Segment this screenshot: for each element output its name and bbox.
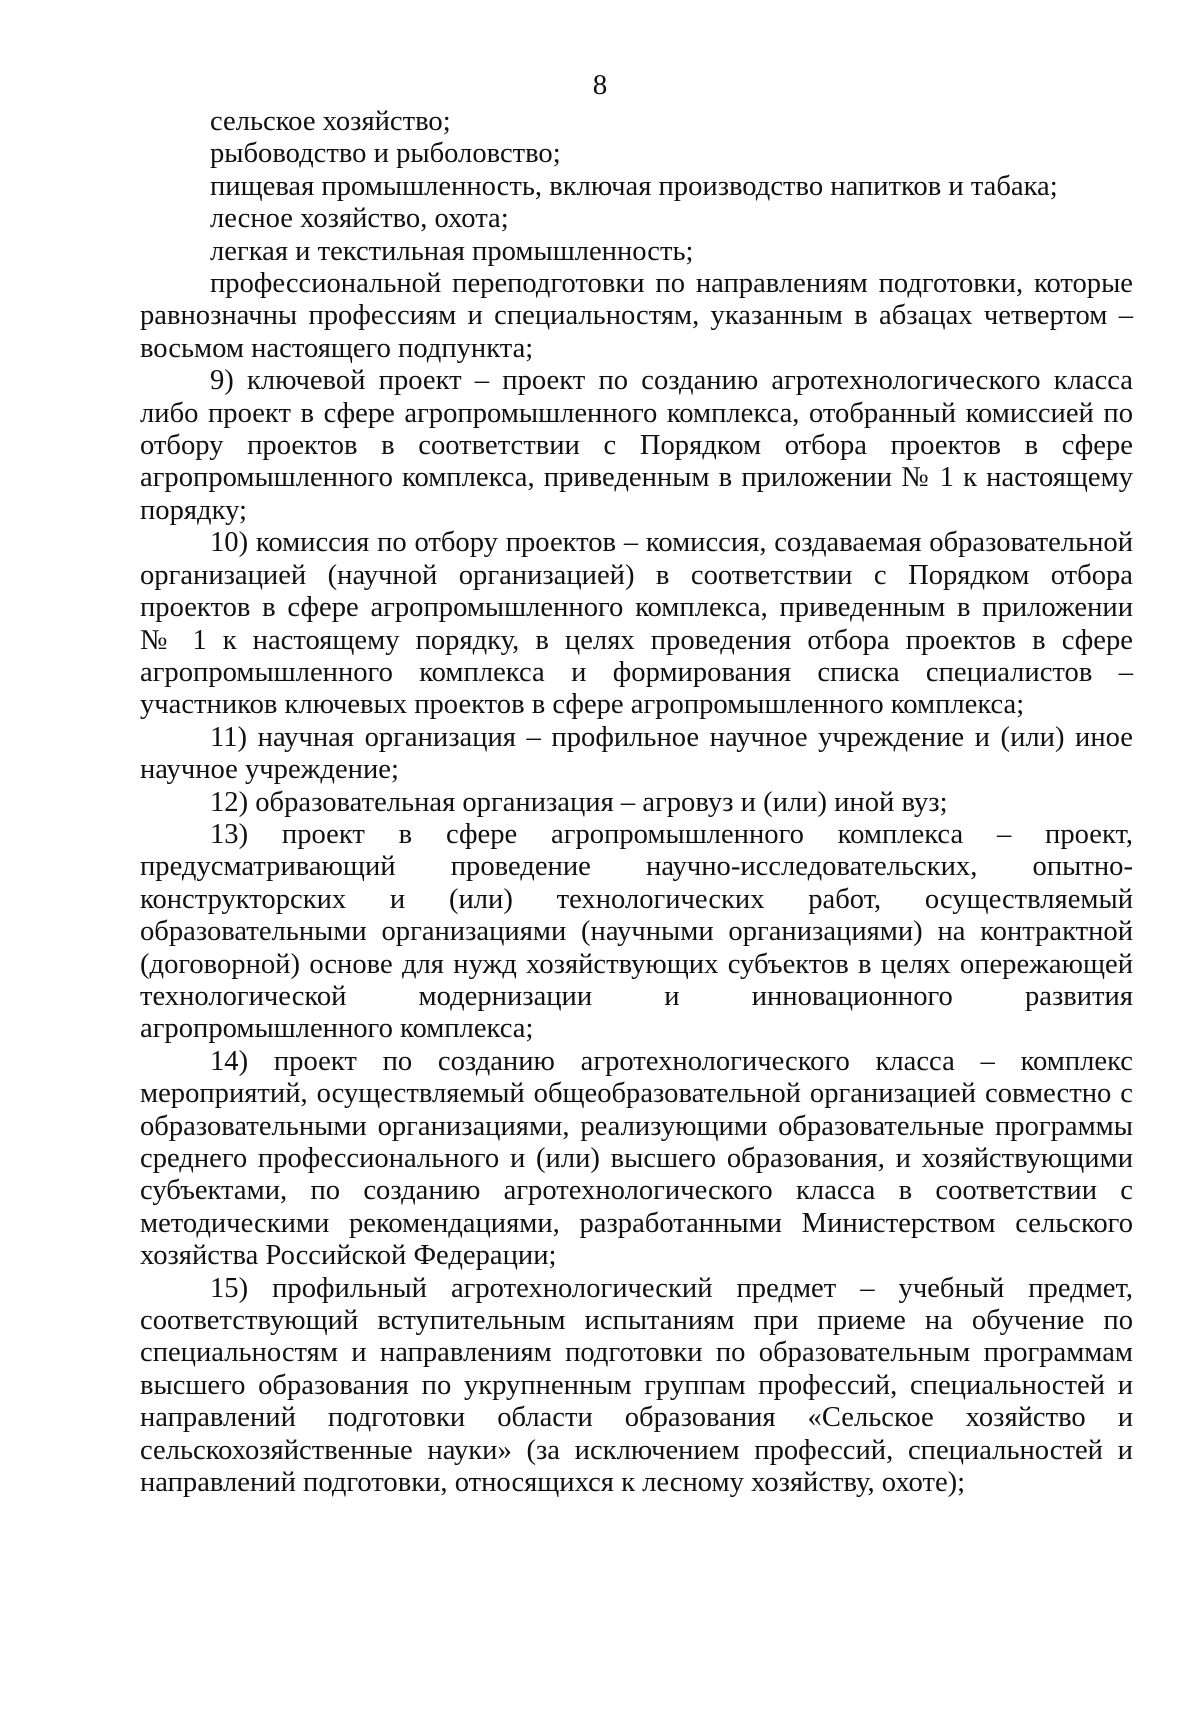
paragraph-forestry: лесное хозяйство, охота; xyxy=(210,203,509,235)
paragraph-item-10: 10) комиссия по отбору проектов – комиссия, создаваемая образовательной организацией (научной организацией) в соответствии с Порядком отбора проектов в сфере агропромышленного комплекса, приведенным в приложении № 1 к настоящему порядку, в целях проведения отбора проектов в сфере агропромышленного комплекса и формирования списка специалистов – участников ключевых проектов в сфере агропромышленного комплекса; xyxy=(140,527,1133,721)
paragraph-agriculture: сельское хозяйство; xyxy=(210,106,451,137)
paragraph-item-12: 12) образовательная организация – агровуз и (или) иной вуз; xyxy=(210,786,948,818)
page-number: 8 xyxy=(592,69,608,101)
document-body xyxy=(140,106,1133,1499)
paragraph-item-15: 15) профильный агротехнологический предмет – учебный предмет, соответствующий вступительным испытаниям при приеме на обучение по специальностям и направлениям подготовки по образовательным программам высшего образования по укрупненным группам профессий, специальностей и направлений подготовки области образования «Сельское хозяйство и сельскохозяйственные науки» (за исключением профессий, специальностей и направлений подготовки, относящихся к лесному хозяйству, охоте); xyxy=(140,1272,1133,1499)
paragraph-fish-farming: рыбоводство и рыболовство; xyxy=(210,138,561,170)
paragraph-item-14: 14) проект по созданию агротехнологического класса – комплекс мероприятий, осуществляемый общеобразовательной организацией совместно с образовательными организациями, реализующими образовательные программы среднего профессионального и (или) высшего образования, и хозяйствующими субъектами, по созданию агротехнологического класса в соответствии с методическими рекомендациями, разработанными Министерством сельского хозяйства Российской Федерации; xyxy=(140,1045,1133,1272)
paragraph-item-13: 13) проект в сфере агропромышленного комплекса – проект, предусматривающий проведение научно-исследовательских, опытно-конструкторских и (или) технологических работ, осуществляемый образовательными организациями (научными организациями) на контрактной (договорной) основе для нужд хозяйствующих субъектов в целях опережающей технологической модернизации и инновационного развития агропромышленного комплекса; xyxy=(140,818,1133,1045)
paragraph-item-9: 9) ключевой проект – проект по созданию агротехнологического класса либо проект в сфере агропромышленного комплекса, отобранный комиссией по отбору проектов в соответствии с Порядком отбора проектов в сфере агропромышленного комплекса, приведенным в приложении № 1 к настоящему порядку; xyxy=(140,365,1133,526)
paragraph-retraining: профессиональной переподготовки по направлениям подготовки, которые равнозначны профессиям и специальностям, указанным в абзацах четвертом – восьмом настоящего подпункта; xyxy=(140,268,1133,364)
paragraph-item-11: 11) научная организация – профильное научное учреждение и (или) иное научное учреждение; xyxy=(140,721,1133,786)
paragraph-light-industry: легкая и текстильная промышленность; xyxy=(210,235,694,267)
paragraph-food-industry: пищевая промышленность, включая производство напитков и табака; xyxy=(210,170,1058,202)
